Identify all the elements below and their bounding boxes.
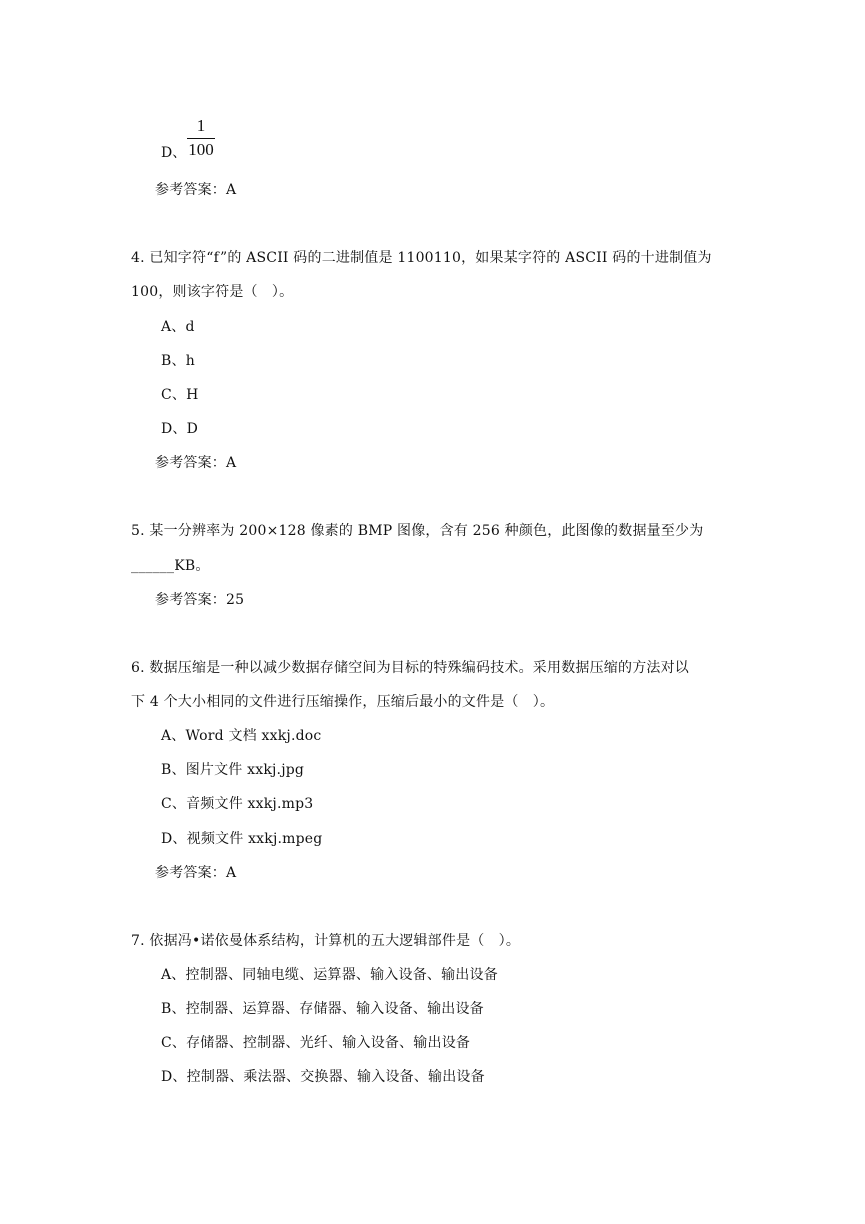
q6-option-d: D、视频文件 xxkj.mpeg	[161, 831, 323, 847]
q4-answer: 参考答案：A	[155, 455, 237, 471]
q7-option-c: C、存储器、控制器、光纤、输入设备、输出设备	[161, 1035, 471, 1051]
q7-option-b: B、控制器、运算器、存储器、输入设备、输出设备	[161, 1001, 484, 1017]
q4-question-line-2: 100，则该字符是（ ）。	[131, 284, 294, 300]
q4-option-d: D、D	[161, 421, 199, 437]
q5-question-line-2: ______KB。	[131, 558, 210, 574]
q3-option-d	[161, 116, 241, 164]
fraction-denominator: 100	[188, 140, 214, 159]
q6-option-a: A、Word 文档 xxkj.doc	[161, 728, 322, 744]
q6-option-b: B、图片文件 xxkj.jpg	[161, 762, 305, 778]
q7-question-line-1: 7. 依据冯•诺依曼体系结构，计算机的五大逻辑部件是（ ）。	[131, 933, 521, 949]
fraction	[185, 116, 217, 164]
q4-question-line-1: 4. 已知字符“f”的 ASCII 码的二进制值是 1100110，如果某字符的 ASCII 码的十进制值为	[131, 250, 712, 266]
fraction-bar	[187, 138, 215, 139]
fraction-numerator: 1	[196, 116, 206, 135]
q6-answer: 参考答案：A	[155, 865, 237, 881]
q4-option-b: B、h	[161, 353, 195, 369]
q6-question-line-1: 6. 数据压缩是一种以减少数据存储空间为目标的特殊编码技术。采用数据压缩的方法对以	[131, 660, 690, 676]
q4-option-a: A、d	[161, 319, 195, 335]
q3-answer: 参考答案：A	[155, 182, 237, 198]
q6-question-line-2: 下 4 个大小相同的文件进行压缩操作，压缩后最小的文件是（ ）。	[131, 694, 555, 710]
q4-option-c: C、H	[161, 387, 199, 403]
q5-question-line-1: 5. 某一分辨率为 200×128 像素的 BMP 图像，含有 256 种颜色，此图像的数据量至少为	[131, 523, 704, 539]
q7-option-a: A、控制器、同轴电缆、运算器、输入设备、输出设备	[161, 967, 498, 983]
q7-option-d: D、控制器、乘法器、交换器、输入设备、输出设备	[161, 1069, 485, 1085]
q3-option-d-prefix: D、	[161, 145, 187, 161]
q5-answer: 参考答案：25	[155, 592, 245, 608]
q6-option-c: C、音频文件 xxkj.mp3	[161, 796, 314, 812]
